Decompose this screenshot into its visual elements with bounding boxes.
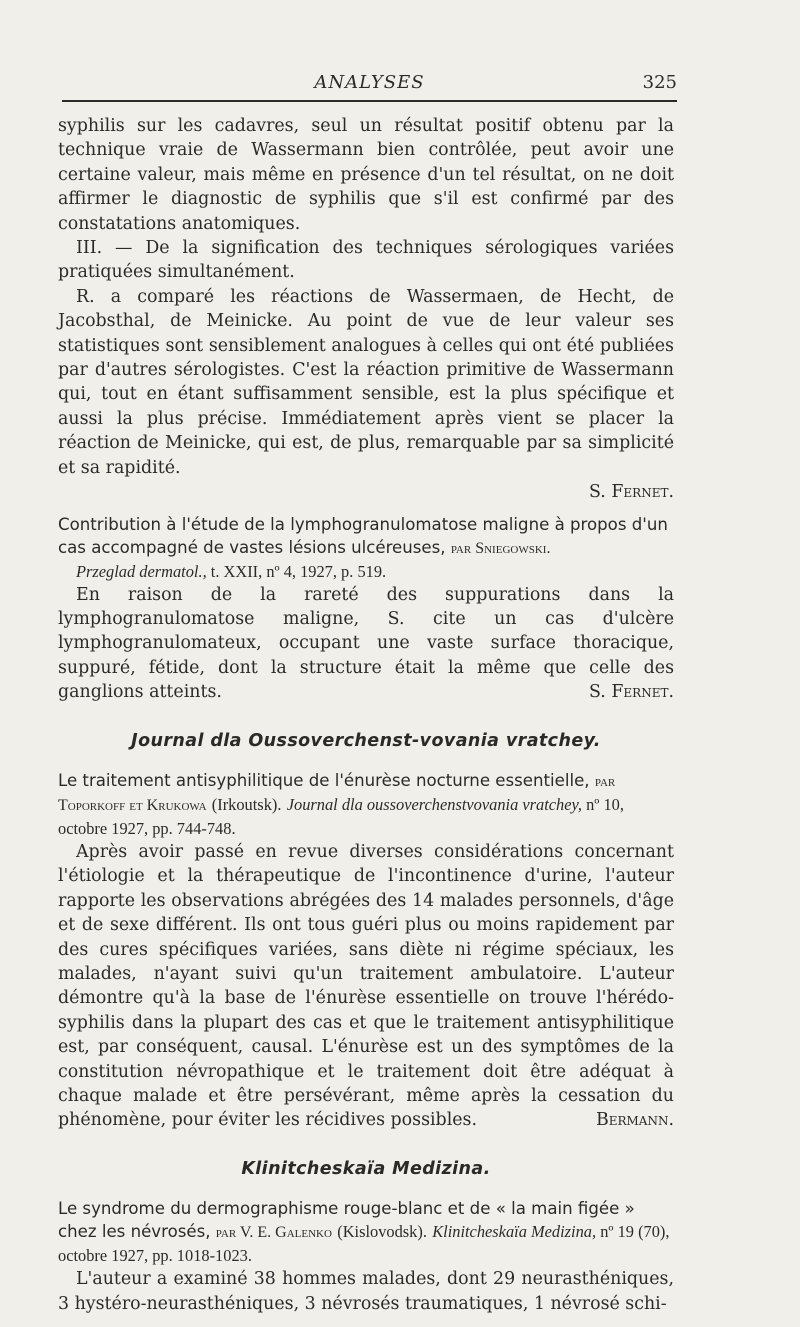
signature-bermann: Bermann. bbox=[595, 1110, 674, 1131]
journal-name: Przeglad dermatol., bbox=[76, 561, 207, 581]
article-body-dermographisme: L'auteur a examiné 38 hommes malades, dont 29 neurasthéniques, 3 hystéro-neurasthéniques, 3 névrosés traumatiques, 1 névrosé schi- bbox=[58, 1269, 674, 1314]
paragraph-section-iii: III. — De la signification des techniques sérologiques variées pratiquées simultanément. bbox=[58, 238, 674, 283]
paragraph-comparison: R. a comparé les réactions de Wassermaen, de Hecht, de Jacobsthal, de Meinicke. Au point de vue de leur valeur ses statistiques sont sensiblement analogues à celles qui ont été publiées par d'autres sérologistes. C'est la réaction primitive de Wassermann qui, tout en étant suffisamment sensible, est la plus spécifique et aussi la plus précise. Immédiatement après vient se placer la réaction de Meinicke, qui est, de plus, remarquable par sa simplicité et sa rapidité. bbox=[58, 286, 674, 478]
journal-heading-klinitcheskaia: Klinitcheskaïa Medizina. bbox=[241, 1158, 491, 1179]
page-header bbox=[62, 72, 677, 102]
journal-heading-oussoverchenst: Journal dla Oussoverchenst-vovania vratchey. bbox=[131, 730, 601, 751]
article-body-text: Après avoir passé en revue diverses considérations concernant l'étiologie et la thérapeutique de l'incontinence d'urine, l'auteur rapporte les observations abrégées des 14 malades personnels, d'âge et de sexe différent. Ils ont tous guéri plus ou moins rapidement par des cures spécifiques variées, sans diète ni régime spéciaux, les malades, n'ayant suivi qu'un traitement ambulatoire. L'auteur démontre qu'à la base de l'énurèse essentielle on trouve l'hérédo-syphilis dans la plupart des cas et que le traitement antisyphilitique est, par conséquent, causal. L'énurèse est un des symptômes de la constitution névropathique et le traitement doit être adéquat à chaque malade et être persévérant, même après la cessation du phénomène, pour éviter les récidives possibles. bbox=[58, 841, 674, 1131]
article-title-enuresie bbox=[58, 769, 674, 840]
paragraph-continuation: syphilis sur les cadavres, seul un résultat positif obtenu par la technique vraie de Wassermann bien contrôlée, peut avoir une certaine valeur, mais même en présence d'un tel résultat, on ne doit affirmer le diagnostic de syphilis que s'il est confirmé par des constatations anatomiques. bbox=[58, 116, 674, 234]
journal-citation: nº 10, octobre 1927, pp. 744-748. bbox=[58, 794, 624, 838]
author-prefix: par bbox=[594, 772, 616, 790]
signature-fernet-1: S. Fernet. bbox=[588, 482, 674, 503]
journal-citation: nº 19 (70), octobre 1927, pp. 1018-1023. bbox=[58, 1222, 670, 1266]
journal-citation: t. XXII, nº 4, 1927, p. 519. bbox=[210, 561, 387, 581]
signature-fernet-2: S. Fernet. bbox=[588, 682, 674, 703]
article-source bbox=[58, 560, 674, 583]
page-content bbox=[58, 114, 674, 1316]
author-prefix: par bbox=[215, 1224, 237, 1242]
article-author: V. E. Galenko bbox=[239, 1224, 332, 1242]
article-body-text: En raison de la rareté des suppurations dans la lymphogranulomatose maligne, S. cite un cas d'ulcère lymphogranulomateux, occupant une vaste surface thoracique, suppuré, fétide, dont la structure était la même que celle des ganglions atteints. bbox=[58, 584, 674, 703]
article-title-text: Contribution à l'étude de la lymphogranulomatose maligne à propos d'un cas accompagné de vastes lésions ulcéreuses, bbox=[58, 514, 668, 557]
article-title-text: Le syndrome du dermographisme rouge-blanc et de « la main figée » chez les névrosés, bbox=[58, 1199, 635, 1242]
article-author: Sniegowski. bbox=[475, 539, 551, 557]
article-title-dermographisme bbox=[58, 1197, 674, 1267]
article-author: Toporkoff et Krukowa bbox=[58, 796, 207, 814]
page-number: 325 bbox=[642, 72, 677, 93]
author-prefix: par bbox=[450, 539, 472, 557]
author-affiliation: (Kislovodsk). bbox=[337, 1222, 427, 1242]
journal-name: Klinitcheskaïa Medizina, bbox=[432, 1222, 597, 1242]
journal-name: Journal dla oussoverchenstvovania vratchey, bbox=[286, 794, 582, 814]
author-affiliation: (Irkoutsk). bbox=[211, 794, 282, 814]
running-title: ANALYSES bbox=[314, 72, 425, 93]
header-rule bbox=[62, 100, 677, 102]
article-title-text: Le traitement antisyphilitique de l'énurèse nocturne essentielle, bbox=[58, 770, 590, 790]
article-title-lymphogranulomatose bbox=[58, 513, 674, 583]
article-body-enuresie bbox=[58, 840, 674, 1133]
article-body-lymphogranulomatose bbox=[58, 583, 674, 705]
